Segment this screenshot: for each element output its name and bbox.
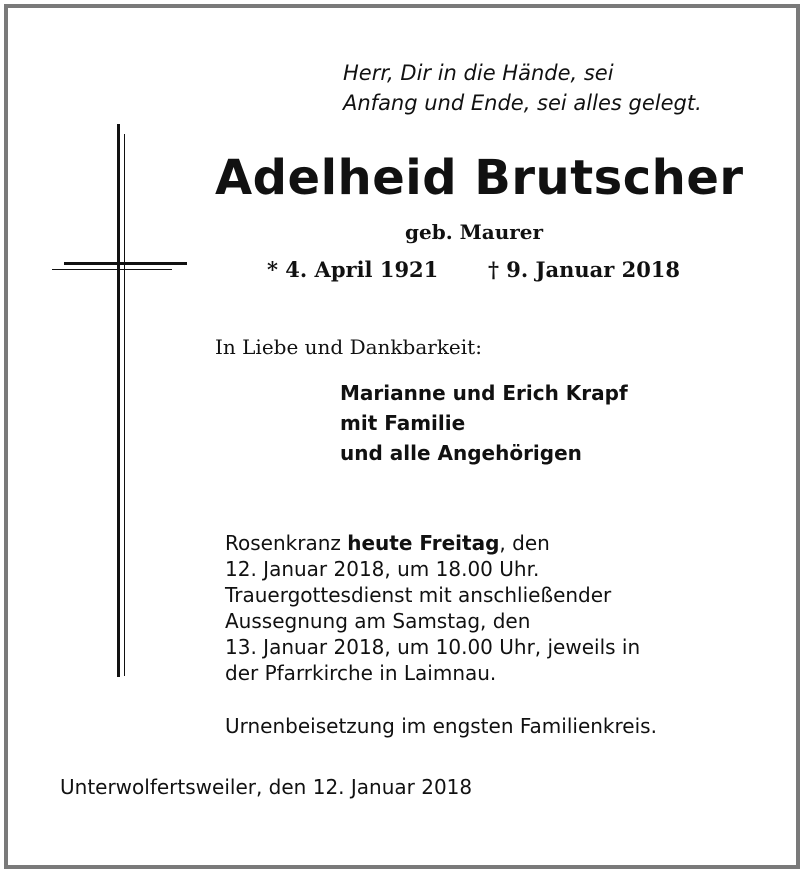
mourners-intro: In Liebe und Dankbarkeit: bbox=[215, 335, 482, 359]
place-date: Unterwolfertsweiler, den 12. Januar 2018 bbox=[60, 775, 473, 799]
service-line-1-bold: heute Freitag bbox=[347, 531, 500, 555]
mourner-line-3: und alle Angehörigen bbox=[340, 441, 582, 465]
verse-line-2: Anfang und Ende, sei alles gelegt. bbox=[343, 91, 702, 115]
cross-vertical-beam bbox=[117, 124, 120, 677]
cross-vertical-line bbox=[124, 134, 125, 676]
mourner-line-2: mit Familie bbox=[340, 411, 466, 435]
cross-horizontal-beam bbox=[64, 262, 187, 265]
birth-date: * 4. April 1921 bbox=[267, 257, 439, 282]
service-line-5: 13. Januar 2018, um 10.00 Uhr, jeweils in bbox=[225, 635, 641, 659]
verse bbox=[343, 58, 702, 118]
service-line-4: Aussegnung am Samstag, den bbox=[225, 609, 531, 633]
service-line-1 bbox=[225, 530, 640, 556]
mourner-line-1: Marianne und Erich Krapf bbox=[340, 381, 628, 405]
maiden-name: geb. Maurer bbox=[405, 220, 544, 244]
death-date: † 9. Januar 2018 bbox=[488, 257, 681, 282]
mourners-list bbox=[340, 378, 628, 468]
deceased-name: Adelheid Brutscher bbox=[215, 150, 744, 206]
verse-line-1: Herr, Dir in die Hände, sei bbox=[343, 61, 614, 85]
service-line-3: Trauergottesdienst mit anschließender bbox=[225, 583, 612, 607]
cross-horizontal-line bbox=[52, 269, 172, 270]
service-line-6: der Pfarrkirche in Laimnau. bbox=[225, 661, 497, 685]
burial-note: Urnenbeisetzung im engsten Familienkreis. bbox=[225, 714, 657, 738]
service-line-1-post: , den bbox=[499, 531, 550, 555]
service-info bbox=[225, 530, 640, 686]
service-line-2: 12. Januar 2018, um 18.00 Uhr. bbox=[225, 557, 540, 581]
service-line-1-pre: Rosenkranz bbox=[225, 531, 348, 555]
